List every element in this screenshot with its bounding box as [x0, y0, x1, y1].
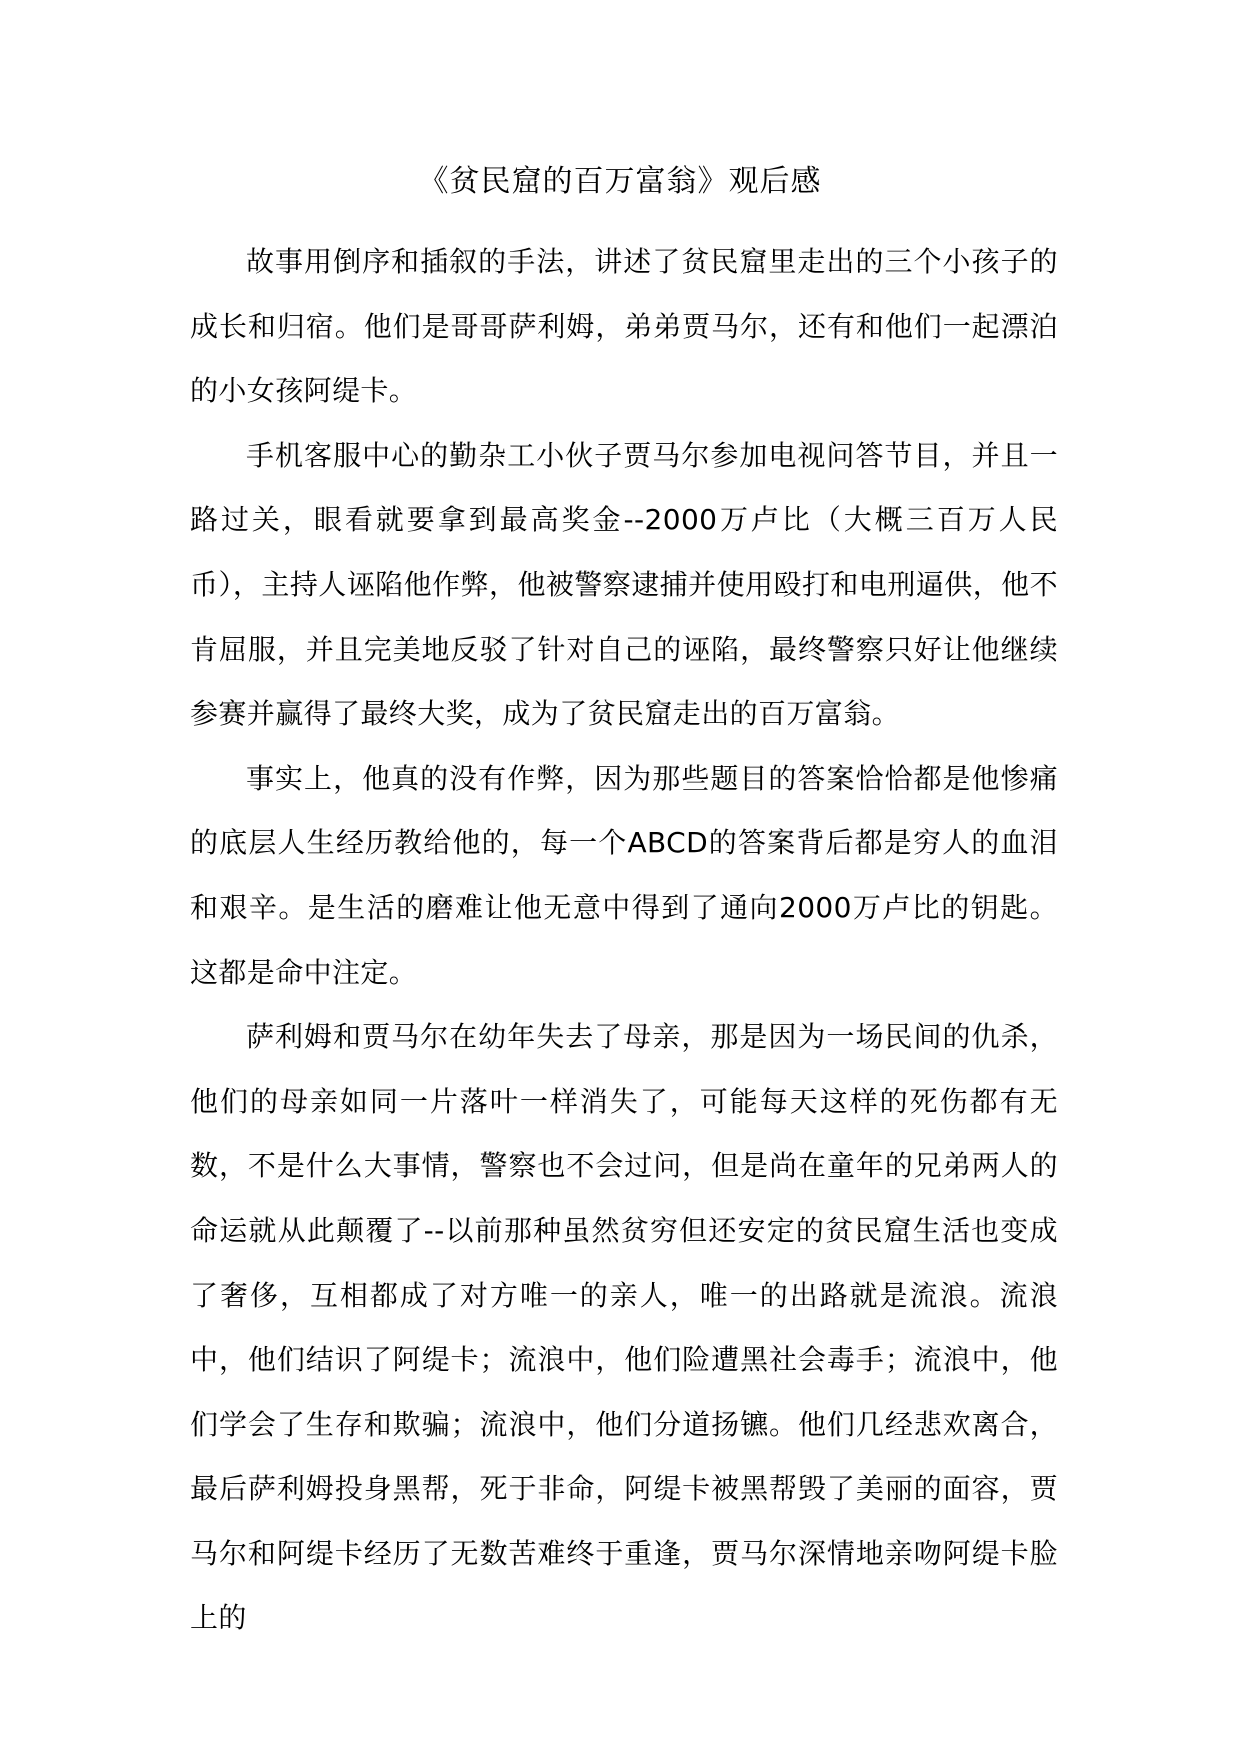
document-title: 《贫民窟的百万富翁》观后感 — [418, 164, 822, 199]
paragraph-1: 故事用倒序和插叙的手法，讲述了贫民窟里走出的三个小孩子的成长和归宿。他们是哥哥萨利姆，弟弟贾马尔，还有和他们一起漂泊的小女孩阿缇卡。 — [190, 245, 1058, 408]
document-body — [190, 230, 1058, 1651]
paragraph-3: 事实上，他真的没有作弊，因为那些题目的答案恰恰都是他惨痛的底层人生经历教给他的，每一个ABCD的答案背后都是穷人的血泪和艰辛。是生活的磨难让他无意中得到了通向2000万卢比的钥匙。这都是命中注定。 — [190, 761, 1058, 989]
paragraph-4: 萨利姆和贾马尔在幼年失去了母亲，那是因为一场民间的仇杀，他们的母亲如同一片落叶一样消失了，可能每天这样的死伤都有无数，不是什么大事情，警察也不会过问，但是尚在童年的兄弟两人的命运就从此颠覆了--以前那种虽然贫穷但还安定的贫民窟生活也变成了奢侈，互相都成了对方唯一的亲人，唯一的出路就是流浪。流浪中，他们结识了阿缇卡；流浪中，他们险遭黑社会毒手；流浪中，他们学会了生存和欺骗；流浪中，他们分道扬镳。他们几经悲欢离合，最后萨利姆投身黑帮，死于非命，阿缇卡被黑帮毁了美丽的面容，贾马尔和阿缇卡经历了无数苦难终于重逢，贾马尔深情地亲吻阿缇卡脸上的 — [190, 1020, 1058, 1635]
paragraph-2: 手机客服中心的勤杂工小伙子贾马尔参加电视问答节目，并且一路过关，眼看就要拿到最高奖金--2000万卢比（大概三百万人民币），主持人诬陷他作弊，他被警察逮捕并使用殴打和电刑逼供，他不肯屈服，并且完美地反驳了针对自己的诬陷，最终警察只好让他继续参赛并赢得了最终大奖，成为了贫民窟走出的百万富翁。 — [190, 438, 1058, 731]
